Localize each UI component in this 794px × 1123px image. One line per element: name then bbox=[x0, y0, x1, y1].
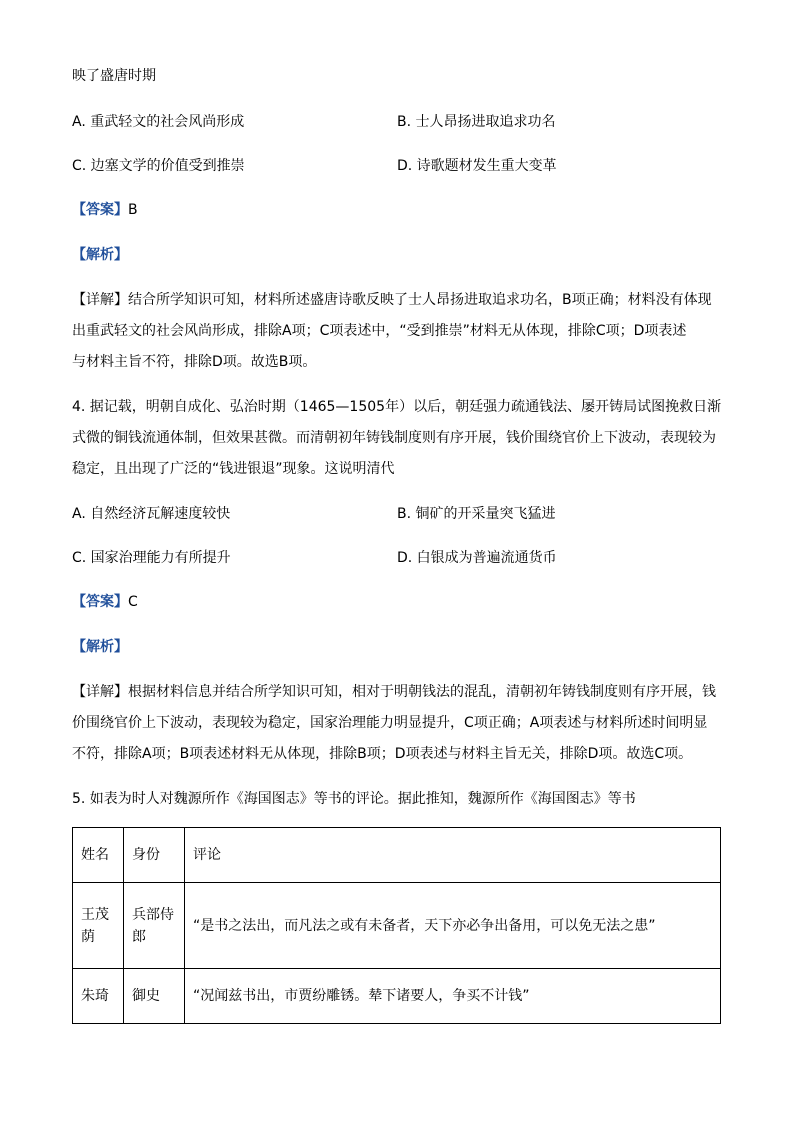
q3-analysis-heading bbox=[72, 245, 128, 265]
cell-name bbox=[73, 969, 124, 1024]
review-table bbox=[72, 827, 721, 1024]
name-line: 王茂 bbox=[81, 906, 109, 923]
q4-detail-line-2: 价围绕官价上下波动，表现较为稳定，国家治理能力明显提升，C项正确；A项表述与材料所述时间明显 bbox=[72, 715, 708, 731]
q3-option-d[interactable]: D. 诗歌题材发生重大变革 bbox=[397, 158, 557, 174]
detail-tag: 【详解】 bbox=[72, 684, 128, 700]
comment-text: “况闻兹书出，市贾纷雕锈。辇下诸要人，争买不计钱” bbox=[193, 988, 530, 1004]
table-row bbox=[73, 969, 721, 1024]
q4-option-b[interactable]: B. 铜矿的开采量突飞猛进 bbox=[397, 506, 556, 522]
detail-text: 根据材料信息并结合所学知识可知，相对于明朝钱法的混乱，清朝初年铸钱制度则有序开展，钱 bbox=[128, 684, 716, 700]
cell-role bbox=[124, 883, 185, 969]
q4-answer bbox=[72, 592, 138, 612]
table-row bbox=[73, 883, 721, 969]
q4-option-a[interactable]: A. 自然经济瓦解速度较快 bbox=[72, 506, 231, 522]
header-role: 身份 bbox=[124, 828, 185, 883]
name-line: 朱琦 bbox=[81, 988, 109, 1004]
detail-tag: 【详解】 bbox=[72, 292, 128, 308]
comment-text: “是书之法出，而凡法之或有未备者，天下亦必争出备用，可以免无法之患” bbox=[193, 917, 656, 934]
cell-role bbox=[124, 969, 185, 1024]
q5-stem: 5. 如表为时人对魏源所作《海国图志》等书的评论。据此推知，魏源所作《海国图志》等书 bbox=[72, 791, 636, 807]
role-line: 郎 bbox=[132, 928, 146, 945]
answer-tag: 【答案】 bbox=[72, 202, 128, 218]
header-name: 姓名 bbox=[73, 828, 124, 883]
q4-analysis-heading bbox=[72, 637, 128, 657]
answer-tag: 【答案】 bbox=[72, 594, 128, 610]
name-line: 荫 bbox=[81, 928, 95, 945]
q3-detail-line-2: 出重武轻文的社会风尚形成，排除A项；C项表述中，“受到推崇”材料无从体现，排除C项；D项表述 bbox=[72, 323, 687, 339]
q3-option-b[interactable]: B. 士人昂扬进取追求功名 bbox=[397, 114, 556, 130]
q3-detail-line-1 bbox=[72, 290, 712, 310]
answer-value: C bbox=[128, 594, 138, 610]
q4-detail-line-3: 不符，排除A项；B项表述材料无从体现，排除B项；D项表述与材料主旨无关，排除D项。故选C项。 bbox=[72, 746, 693, 762]
q3-option-c[interactable]: C. 边塞文学的价值受到推崇 bbox=[72, 158, 245, 174]
role-line: 兵部侍 bbox=[132, 906, 174, 923]
q4-stem-line-1: 4. 据记载，明朝自成化、弘治时期（1465—1505年）以后，朝廷强力疏通钱法、屡开铸局试图挽救日渐 bbox=[72, 399, 722, 415]
q4-detail-line-1 bbox=[72, 682, 716, 702]
q4-stem-line-2: 式微的铜钱流通体制，但效果甚微。而清朝初年铸钱制度则有序开展，钱价围绕官价上下波动，表现较为 bbox=[72, 430, 716, 446]
detail-text: 结合所学知识可知，材料所述盛唐诗歌反映了士人昂扬进取追求功名，B项正确；材料没有体现 bbox=[128, 292, 712, 308]
q4-option-d[interactable]: D. 白银成为普遍流通货币 bbox=[397, 550, 557, 566]
analysis-tag: 【解析】 bbox=[72, 247, 128, 263]
cell-comment bbox=[185, 969, 721, 1024]
q3-option-a[interactable]: A. 重武轻文的社会风尚形成 bbox=[72, 114, 245, 130]
table-header-row bbox=[73, 828, 721, 883]
analysis-tag: 【解析】 bbox=[72, 639, 128, 655]
q4-stem-line-3: 稳定，且出现了广泛的“钱进银退”现象。这说明清代 bbox=[72, 461, 395, 477]
header-comment: 评论 bbox=[185, 828, 721, 883]
answer-value: B bbox=[128, 202, 138, 218]
role-line: 御史 bbox=[132, 988, 160, 1004]
q3-detail-line-3: 与材料主旨不符，排除D项。故选B项。 bbox=[72, 354, 317, 370]
q3-answer bbox=[72, 200, 138, 220]
cell-name bbox=[73, 883, 124, 969]
q4-option-c[interactable]: C. 国家治理能力有所提升 bbox=[72, 550, 231, 566]
cell-comment bbox=[185, 883, 721, 969]
q3-stem-tail: 映了盛唐时期 bbox=[72, 68, 156, 84]
